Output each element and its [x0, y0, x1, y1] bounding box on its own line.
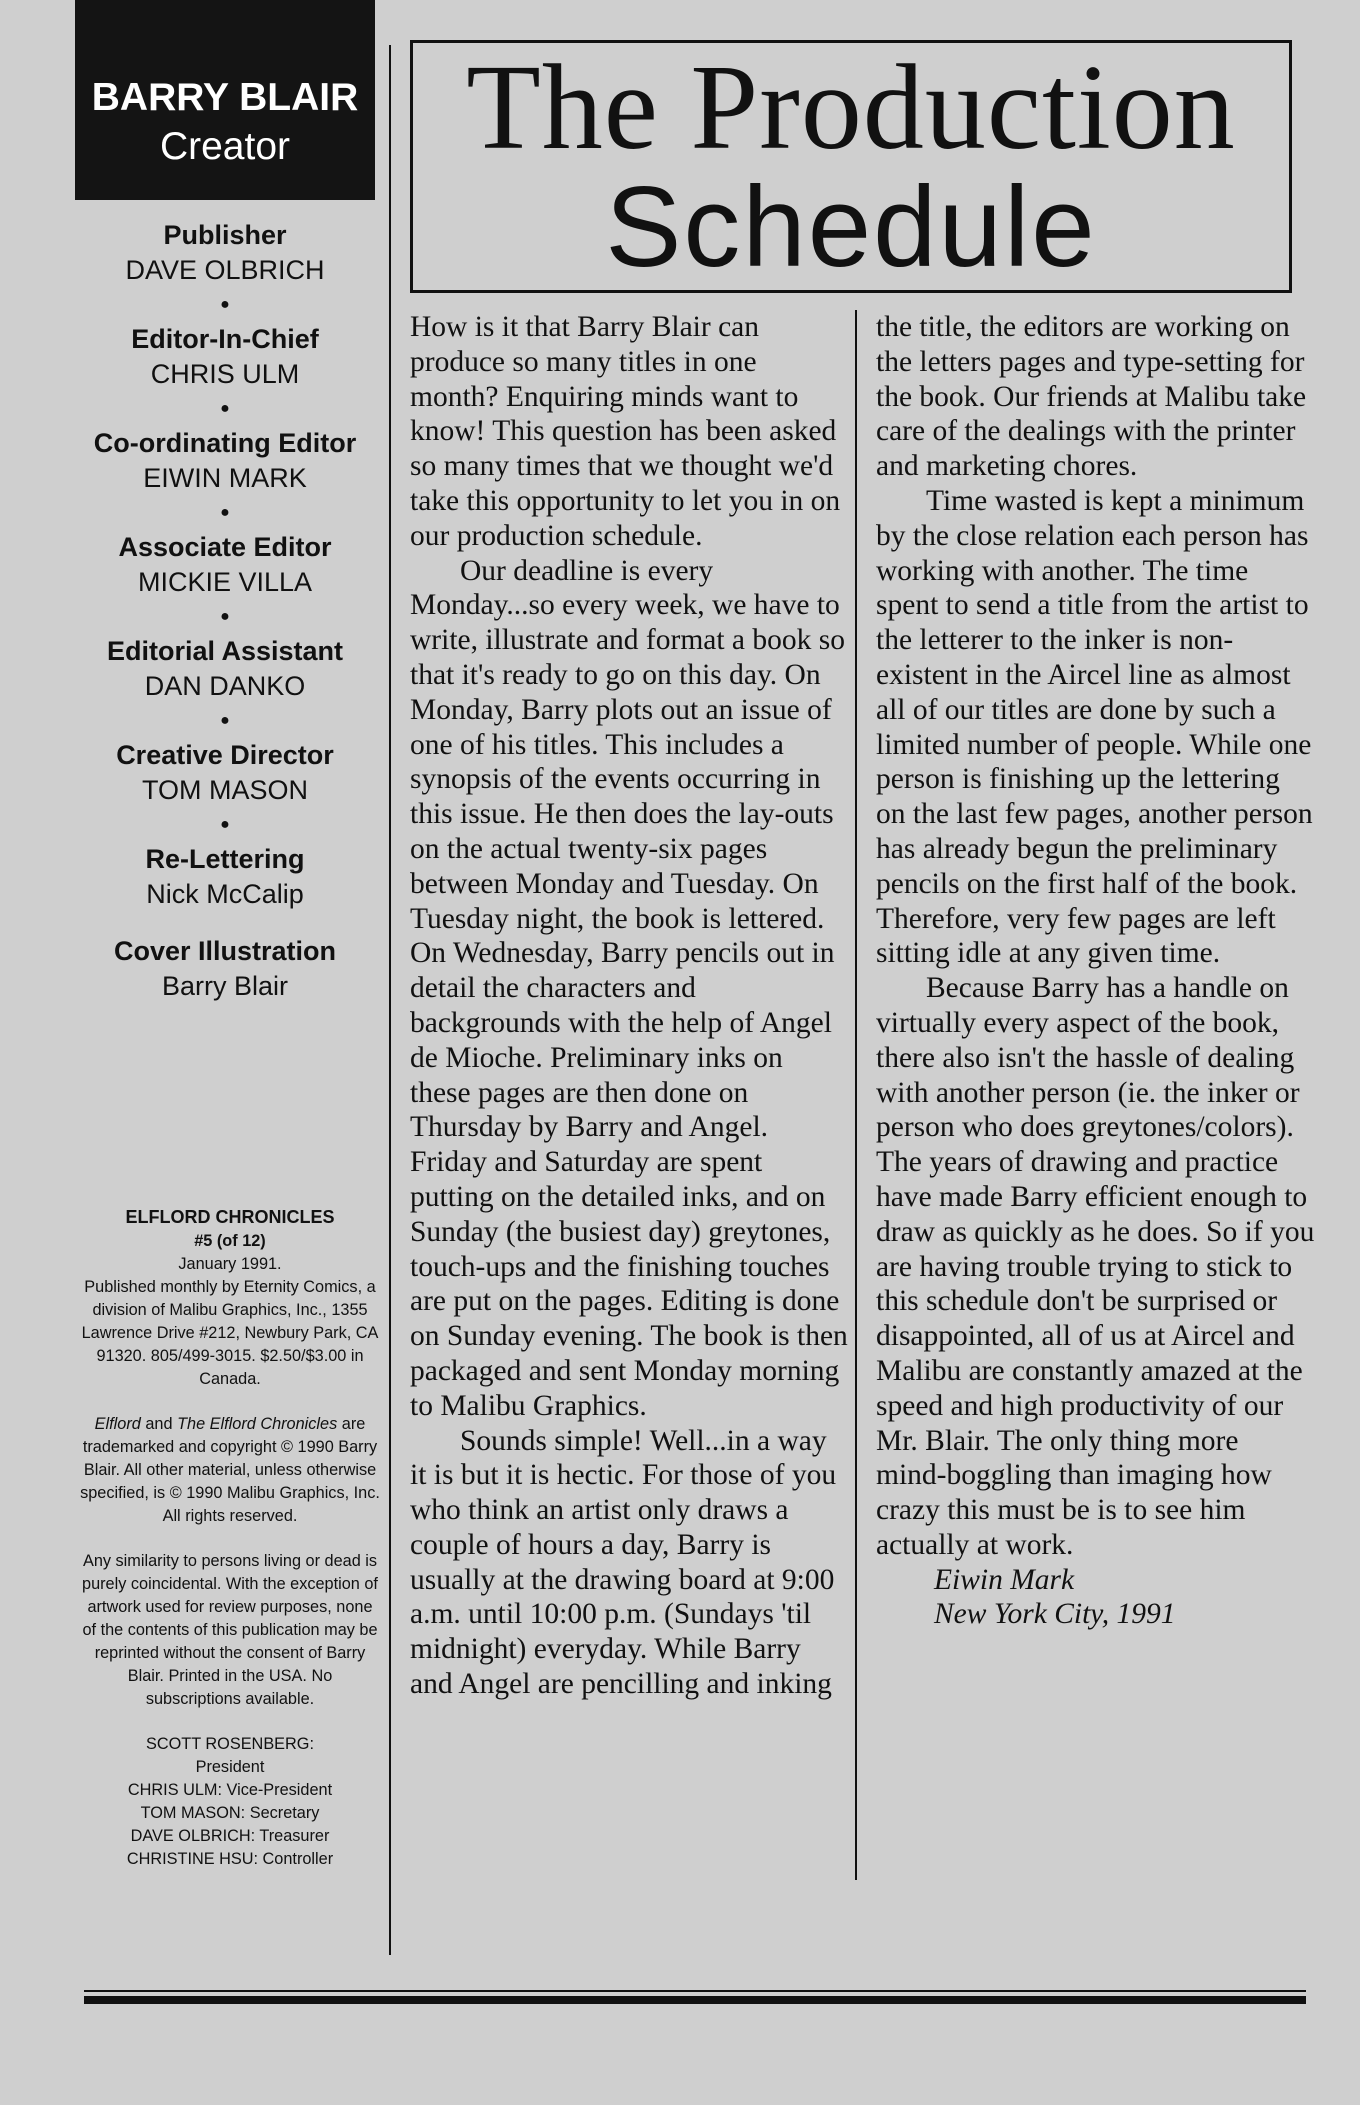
officer-line: CHRIS ULM: Vice-President: [127, 1781, 333, 1799]
paragraph: How is it that Barry Blair can produce so many titles in one month? Enquiring minds want to know! This question has been asked so many times that we thought we'd take this opportunity to let you in on our production schedule.: [410, 311, 841, 552]
staff-entry: [75, 530, 375, 634]
staff-name: DAN DANKO: [144, 671, 306, 701]
paragraph: the title, the editors are working on the letters pages and type-setting for the book. Our friends at Malibu take care of the dealings with the printer and marketing chores.: [876, 311, 1307, 483]
indicia: [80, 1206, 380, 1871]
issue-number: #5 (of 12): [194, 1232, 266, 1250]
article-column-1: [410, 310, 850, 1702]
staff-name: Nick McCalip: [146, 879, 304, 909]
trademark-text: are trademarked and copyright © 1990 Barry Blair. All other material, unless otherwise specified, is © 1990 Malibu Graphics, Inc. All rights reserved.: [80, 1415, 380, 1525]
article-title-line2: Schedule: [605, 164, 1097, 291]
bullet-separator: ●: [220, 816, 230, 833]
staff-entry: [75, 842, 375, 912]
bullet-separator: ●: [220, 712, 230, 729]
staff-title: Editorial Assistant: [106, 636, 344, 666]
credits-sidebar: [75, 0, 375, 1004]
paragraph: Our deadline is every Monday...so every week, we have to write, illustrate and format a book so that it's ready to go on this day. On Monday, Barry plots out an issue of one of his titles. This includes a synopsis of the events occurring in this issue. He then does the lay-outs on the actual twenty-six pages between Monday and Tuesday. On Tuesday night, the book is lettered. On Wednesday, Barry pencils out in detail the characters and backgrounds with the help of Angel de Mioche. Preliminary inks on these pages are then done on Thursday by Barry and Angel. Friday and Saturday are spent putting on the detailed inks, and on Sunday (the busiest day) greytones, touch-ups and the finishing touches are put on the pages. Editing is done on Sunday evening. The book is then packaged and sent Monday morning to Malibu Graphics.: [410, 554, 848, 1422]
column-divider: [855, 310, 857, 1880]
officer-line: President: [195, 1758, 265, 1776]
staff-name: MICKIE VILLA: [137, 567, 313, 597]
staff-entry: [75, 634, 375, 738]
trademark-title: The Elflord Chronicles: [177, 1415, 338, 1433]
staff-entry: [75, 934, 375, 1004]
staff-entry: [75, 322, 375, 426]
officer-line: DAVE OLBRICH: Treasurer: [130, 1827, 330, 1845]
article-column-2: [876, 310, 1316, 1632]
paragraph: Sounds simple! Well...in a way it is but it is hectic. For those of you who think an artist only draws a couple of hours a day, Barry is usually at the drawing board at 9:00 a.m. until 10:00 p.m. (Sundays 'til midnight) everyday. While Barry and Angel are pencilling and inking: [410, 1424, 837, 1701]
officer-line: CHRISTINE HSU: Controller: [126, 1850, 334, 1868]
vertical-divider: [389, 45, 391, 1955]
similarity-notice: Any similarity to persons living or dead is purely coincidental. With the exception of artwork used for review purposes, none of the contents of this publication may be reprinted without the consent of Barry Blair. Printed in the USA. No subscriptions available.: [82, 1552, 378, 1708]
creator-name: BARRY BLAIR: [91, 76, 359, 119]
article-title-box: [410, 40, 1292, 293]
issue-date: January 1991.: [178, 1255, 282, 1273]
staff-title: Associate Editor: [118, 532, 332, 562]
officer-line: TOM MASON: Secretary: [140, 1804, 320, 1822]
paragraph: Time wasted is kept a minimum by the close relation each person has working with another. The time spent to send a title from the artist to the letterer to the inker is non-existent in the Aircel line as almost all of our titles are done by such a limited number of people. While one person is finishing up the lettering on the last few pages, another person has already begun the preliminary pencils on the first half of the book. Therefore, very few pages are left sitting idle at any given time.: [876, 484, 1313, 970]
staff-name: EIWIN MARK: [143, 463, 307, 493]
trademark-and: and: [145, 1415, 173, 1433]
signature-name: Eiwin Mark: [934, 1563, 1075, 1596]
paragraph: Because Barry has a handle on virtually every aspect of the book, there also isn't the hassle of dealing with another person (ie. the inker or person who does greytones/colors). The years of drawing and practice have made Barry efficient enough to draw as quickly as he does. So if you are having trouble trying to stick to this schedule don't be surprised or disappointed, all of us at Aircel and Malibu are constantly amazed at the speed and high productivity of our Mr. Blair. The only thing more mind-boggling than imaging how crazy this must be is to see him actually at work.: [876, 972, 1315, 1561]
bullet-separator: ●: [220, 296, 230, 313]
bottom-rule-thick: [84, 1996, 1306, 2004]
publisher-info: Published monthly by Eternity Comics, a division of Malibu Graphics, Inc., 1355 Lawrence Drive #212, Newbury Park, CA 91320. 805/499-3015. $2.50/$3.00 in Canada.: [81, 1278, 379, 1388]
officer-list: [80, 1733, 380, 1871]
staff-entry: [75, 426, 375, 530]
trademark-notice: [80, 1413, 380, 1528]
staff-entry: [75, 738, 375, 842]
staff-title: Re-Lettering: [145, 844, 305, 874]
staff-name: Barry Blair: [161, 971, 289, 1001]
creator-role: Creator: [159, 125, 291, 168]
staff-name: TOM MASON: [141, 775, 308, 805]
staff-title: Cover Illustration: [113, 936, 337, 966]
staff-name: DAVE OLBRICH: [125, 255, 325, 285]
staff-list: [75, 218, 375, 1004]
signature-place: New York City, 1991: [934, 1598, 1176, 1631]
staff-entry: [75, 218, 375, 322]
staff-name: CHRIS ULM: [150, 359, 300, 389]
bullet-separator: ●: [220, 400, 230, 417]
article-title-line1: The Production: [466, 40, 1236, 175]
staff-title: Publisher: [163, 220, 287, 250]
bottom-rule: [84, 1990, 1306, 1992]
bullet-separator: ●: [220, 504, 230, 521]
staff-title: Editor-In-Chief: [131, 324, 319, 354]
publication-info: [80, 1206, 380, 1391]
creator-box: [75, 0, 375, 200]
bullet-separator: ●: [220, 608, 230, 625]
officer-line: SCOTT ROSENBERG:: [146, 1735, 314, 1753]
publication-title: ELFLORD CHRONICLES: [125, 1207, 335, 1227]
staff-title: Co-ordinating Editor: [93, 428, 357, 458]
trademark-title: Elflord: [94, 1415, 141, 1433]
staff-title: Creative Director: [116, 740, 334, 770]
